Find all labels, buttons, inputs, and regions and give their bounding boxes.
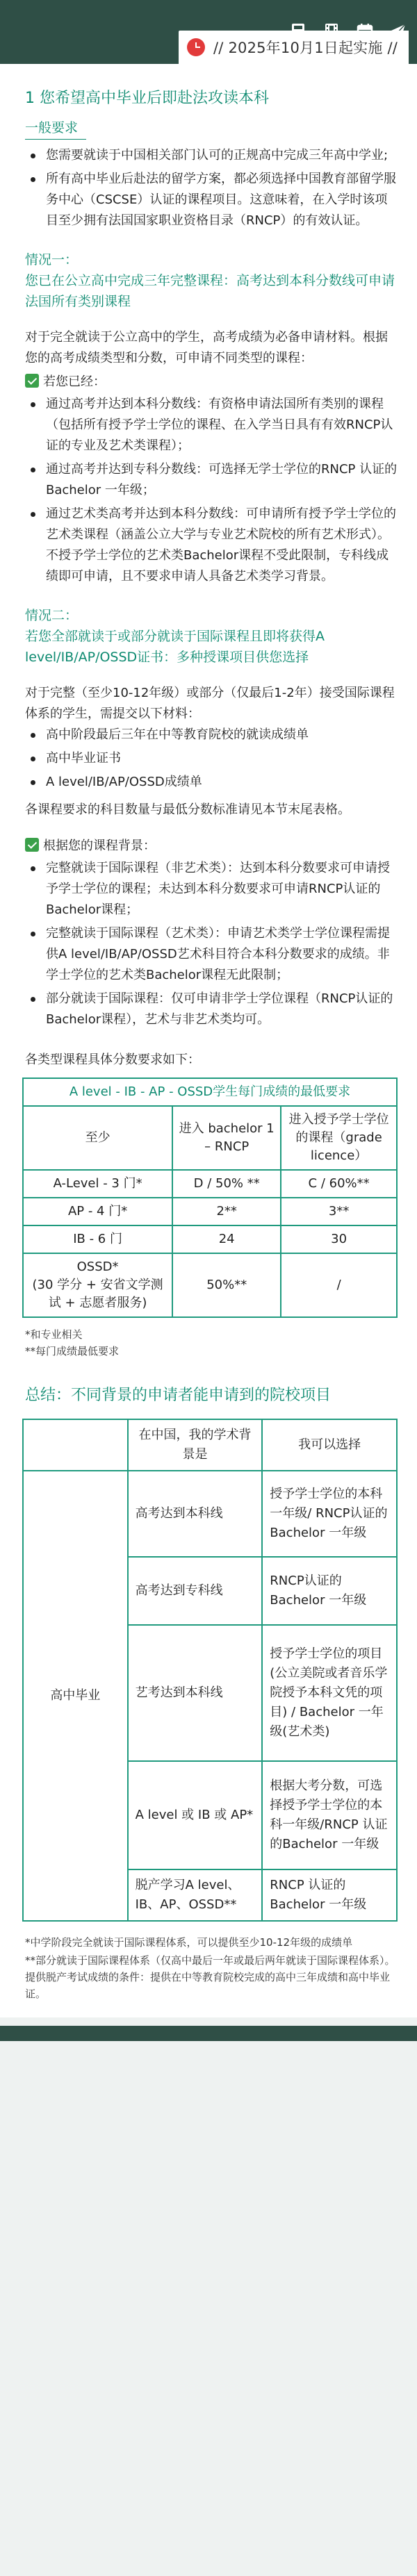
score-table: [22, 1078, 398, 1318]
table-header: 我可以选择: [262, 1419, 397, 1471]
table-cell: [23, 1419, 128, 1471]
list-item: 高中阶段最后三年在中等教育院校的就读成绩单: [46, 725, 398, 745]
general-requirements-title: 一般要求: [25, 120, 79, 135]
score-table-caption: A level - IB - AP - OSSD学生每门成绩的最低要求: [23, 1078, 397, 1106]
table-header: 进入授予学士学位的课程（grade licence）: [281, 1106, 397, 1170]
list-item: 通过高考并达到专科分数线：可选择无学士学位的RNCP 认证的Bachelor 一年级；: [46, 459, 398, 501]
list-item: 完整就读于国际课程（非艺术类）：达到本科分数要求可申请授予学士学位的课程；未达到本科分数要求可申请RNCP认证的Bachelor课程；: [46, 858, 398, 920]
table-row: [23, 1419, 397, 1471]
table-cell: 3**: [281, 1198, 397, 1225]
list-item: 通过艺术类高考并达到本科分数线：可申请所有授予学士学位的艺术类课程（涵盖公立大学与专业艺术院校的所有艺术形式）。不授予学士学位的艺术类Bachelor课程不受此限制，专科线成绩即可申请，且不要求申请人具备艺术类学习背景。: [46, 504, 398, 587]
checkbox-icon: [25, 838, 39, 852]
table-cell: 高考达到专科线: [128, 1557, 263, 1625]
table-cell: A-Level - 3 门*: [23, 1170, 172, 1198]
effective-date-text: // 2025年10月1日起实施 //: [213, 40, 398, 56]
footnote: **部分就读于国际课程体系（仅高中最后一年或最后两年就读于国际课程体系）。提供脱产考试成绩的条件：提供在中等教育院校完成的高中三年成绩和高中毕业证。: [25, 1954, 395, 2000]
scenario-2-para: 各课程要求的科目数量与最低分数标准请见本节末尾表格。: [25, 802, 350, 817]
footnote: *中学阶段完全就读于国际课程体系，可以提供至少10-12年级的成绩单: [25, 1936, 353, 1949]
table-cell: A level 或 IB 或 AP*: [128, 1761, 263, 1869]
table-cell: 授予学士学位的本科一年级/ RNCP认证的Bachelor 一年级: [262, 1471, 397, 1557]
table-row: [23, 1170, 397, 1198]
scenario-1-title: 情况一： 您已在公立高中完成三年完整课程：高考达到本科分数线可申请法国所有类别课程: [25, 252, 395, 309]
list-item: 通过高考并达到本科分数线：有资格申请法国所有类别的课程（包括所有授予学士学位的课程、在入学当日具有有效RNCP认证的专业及艺术类课程）；: [46, 394, 398, 456]
table-note: *和专业相关: [25, 1328, 83, 1341]
table-note: **每门成绩最低要求: [25, 1345, 120, 1357]
scenario-2-check: [25, 836, 398, 854]
list-item: 部分就读于国际课程：仅可申请非学士学位课程（RNCP认证的Bachelor课程），艺术与非艺术类均可。: [46, 989, 398, 1030]
materials-list: [46, 725, 398, 793]
table-header: 在中国，我的学术背景是: [128, 1419, 263, 1471]
checkbox-icon: [25, 374, 39, 388]
table-cell: C / 60%**: [281, 1170, 397, 1198]
table-cell: 30: [281, 1225, 397, 1253]
table-cell: IB - 6 门: [23, 1225, 172, 1253]
check-label: 若您已经：: [43, 374, 106, 389]
group-label: 高中毕业: [23, 1471, 128, 1921]
table-cell: 脱产学习A level、IB、AP、OSSD**: [128, 1869, 263, 1921]
table-row: [23, 1471, 397, 1557]
table-cell: 艺考达到本科线: [128, 1625, 263, 1761]
scenario-1-check: [25, 372, 398, 390]
score-table-title: 各类型课程具体分数要求如下：: [25, 1052, 200, 1067]
list-item: 所有高中毕业后赴法的留学方案，都必须选择中国教育部留学服务中心（CSCSE）认证的课程项目。这意味着，在入学时该项目至少拥有法国国家职业资格目录（RNCP）的有效认证。: [46, 169, 398, 231]
scenario-1-list: [46, 394, 398, 587]
table-row: [23, 1253, 397, 1317]
effective-date-bar: [179, 31, 409, 64]
table-cell: RNCP 认证的Bachelor 一年级: [262, 1869, 397, 1921]
main-content: [0, 64, 417, 2017]
check-label: 根据您的课程背景：: [43, 839, 156, 853]
footer-bar: [0, 2026, 417, 2041]
table-cell: OSSD* (30 学分 + 安省文学测试 + 志愿者服务): [23, 1253, 172, 1317]
section-title: 1 您希望高中毕业后即赴法攻读本科: [25, 90, 269, 107]
clock-icon: [187, 38, 205, 56]
list-item: 高中毕业证书: [46, 748, 398, 769]
table-cell: 24: [172, 1225, 281, 1253]
list-item: 您需要就读于中国相关部门认可的正规高中完成三年高中学业;: [46, 145, 398, 166]
table-header: 进入 bachelor 1 – RNCP: [172, 1106, 281, 1170]
table-cell: AP - 4 门*: [23, 1198, 172, 1225]
header-bar: [0, 0, 417, 64]
summary-title: 总结：不同背景的申请者能申请到的院校项目: [25, 1387, 332, 1404]
table-header: 至少: [23, 1106, 172, 1170]
scenario-2-title: 情况二： 若您全部就读于或部分就读于国际课程且即将获得A level/IB/AP/OSSD证书：多种授课项目供您选择: [25, 608, 325, 665]
table-row: [23, 1225, 397, 1253]
table-cell: RNCP认证的Bachelor 一年级: [262, 1557, 397, 1625]
score-table-wrap: [22, 1078, 398, 1318]
list-item: A level/IB/AP/OSSD成绩单: [46, 772, 398, 793]
scenario-1-intro: 对于完全就读于公立高中的学生，高考成绩为必备申请材料。根据您的高考成绩类型和分数，可申请不同类型的课程：: [25, 330, 388, 365]
table-cell: 50%**: [172, 1253, 281, 1317]
table-cell: 高考达到本科线: [128, 1471, 263, 1557]
general-requirements-list: [46, 145, 398, 231]
table-cell: 授予学士学位的项目 (公立美院或者音乐学院授予本科文凭的项目) / Bachelor 一年级(艺术类): [262, 1625, 397, 1761]
summary-table: [22, 1419, 398, 1922]
table-row: [23, 1198, 397, 1225]
scenario-2-list: [46, 858, 398, 1030]
table-cell: /: [281, 1253, 397, 1317]
table-cell: D / 50% **: [172, 1170, 281, 1198]
divider: [25, 139, 86, 140]
table-cell: 2**: [172, 1198, 281, 1225]
table-cell: 根据大考分数，可选择授予学士学位的本科一年级/RNCP 认证的Bachelor 一年级: [262, 1761, 397, 1869]
scenario-2-intro: 对于完整（至少10-12年级）或部分（仅最后1-2年）接受国际课程体系的学生，需提交以下材料：: [25, 686, 395, 721]
list-item: 完整就读于国际课程（艺术类）：申请艺术类学士学位课程需提供A level/IB/AP/OSSD艺术科目符合本科分数要求的成绩。非学士学位的艺术类Bachelor课程无此限制；: [46, 923, 398, 986]
